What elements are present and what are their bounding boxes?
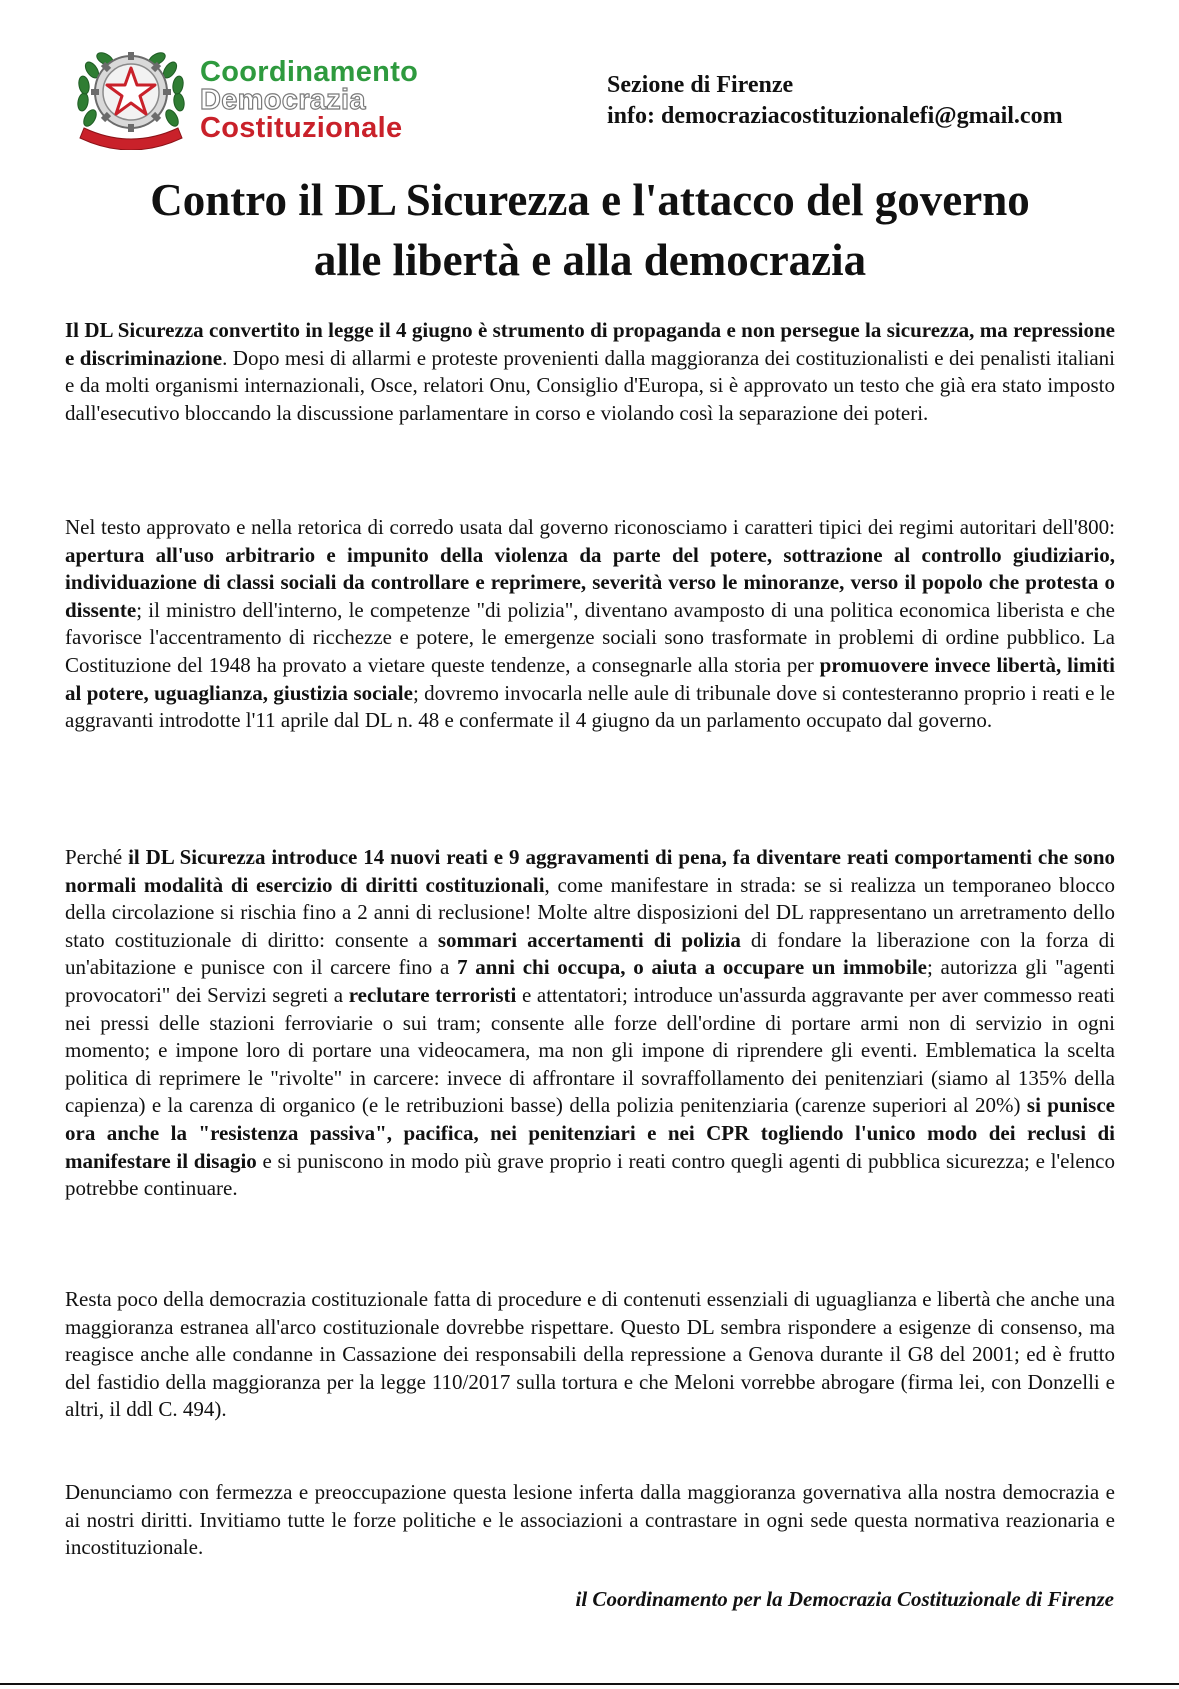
paragraph-text: ; autorizza gli "agenti provocatori" dei Servizi segreti a bbox=[65, 955, 1115, 1007]
paragraph-text: Nel testo approvato e nella retorica di corredo usata dal governo riconosciamo i caratteri tipici dei regimi autoritari dell'800: bbox=[65, 515, 1115, 539]
paragraph-1 bbox=[65, 317, 1115, 427]
contact-block bbox=[607, 70, 1063, 132]
emphasized-text: promuovere invece libertà, limiti al potere, uguaglianza, giustizia sociale bbox=[65, 652, 1115, 705]
paragraph-text: Resta poco della democrazia costituzionale fatta di procedure e di contenuti essenziali di uguaglianza e libertà che anche una maggioranza estranea all'arco costituzionale dovrebbe rispettare. Questo DL sembra rispondere a esigenze di consenso, ma reagisce anche alle condanne in Cassazione dei responsabili della repressione a Genova durante il G8 del 2001; ed è frutto del fastidio della maggioranza per la legge 110/2017 sulla tortura e che Meloni vorrebbe abrogare (firma lei, con Donzelli e altri, il ddl C. 494). bbox=[65, 1287, 1115, 1422]
paragraph-2 bbox=[65, 514, 1115, 735]
logo-wordmark bbox=[200, 58, 418, 142]
paragraph-text: Denunciamo con fermezza e preoccupazione questa lesione inferta dalla maggioranza governativa alla nostra democrazia e ai nostri diritti. Invitiamo tutte le forze politiche e le associazioni a contrastare in ogni sede questa normativa reazionaria e incostituzionale. bbox=[65, 1480, 1115, 1560]
logo-line-3: Costituzionale bbox=[200, 112, 403, 144]
paragraph-text: . Dopo mesi di allarmi e proteste provenienti dalla maggioranza dei costituzionalisti e dei penalisti italiani e da molti organismi internazionali, Osce, relatori Onu, Consiglio d'Europa, si è approvato un testo che già era stato imposto dall'esecutivo bloccando la discussione parlamentare in corso e violando così la separazione dei poteri. bbox=[65, 345, 1116, 425]
header bbox=[70, 40, 1110, 150]
bottom-divider bbox=[0, 1683, 1179, 1685]
paragraph-4 bbox=[65, 1286, 1115, 1424]
paragraph-text: , come manifestare in strada: se si realizza un temporaneo blocco della circolazione si rischia fino a 2 anni di reclusione! Molte altre disposizioni del DL rappresentano un arretramento dello stato costituzionale di diritto: consente a bbox=[65, 872, 1115, 952]
emphasized-text: apertura all'uso arbitrario e impunito della violenza da parte del potere, sottrazione al controllo giudiziario, individuazione di classi sociali da controllare e reprimere, severità verso le minoranze, verso il popolo che protesta o dissente bbox=[65, 542, 1115, 622]
organization-logo bbox=[70, 40, 540, 150]
paragraph-text: e si puniscono in modo più grave proprio i reati contro quegli agenti di pubblica sicurezza; e l'elenco potrebbe continuare. bbox=[65, 1148, 1115, 1201]
emphasized-text: Il DL Sicurezza convertito in legge il 4 giugno è strumento di propaganda e non persegue la sicurezza, ma repressione e discriminazione bbox=[65, 318, 1115, 370]
emphasized-text: 7 anni chi occupa, o aiuta a occupare un immobile bbox=[457, 955, 927, 980]
signature: il Coordinamento per la Democrazia Costituzionale di Firenze bbox=[575, 1587, 1114, 1611]
paragraph-3 bbox=[65, 844, 1115, 1203]
emphasized-text: il DL Sicurezza introduce 14 nuovi reati e 9 aggravamenti di pena, fa diventare reati comportamenti che sono normali modalità di esercizio di diritti costituzionali bbox=[65, 845, 1116, 897]
logo-line-1: Coordinamento bbox=[200, 56, 419, 88]
title-line-2: alle libertà e alla democrazia bbox=[313, 235, 867, 285]
section-name: Sezione di Firenze bbox=[607, 72, 794, 98]
paragraph-text: Perché bbox=[65, 845, 129, 869]
title-line-1: Contro il DL Sicurezza e l'attacco del governo bbox=[150, 175, 1030, 225]
emphasized-text: reclutare terroristi bbox=[348, 982, 517, 1007]
paragraph-text: ; dovremo invocarla nelle aule di tribunale dove si contesteranno proprio i reati e le aggravanti introdotte l'11 aprile dal DL n. 48 e confermate il 4 giugno da un parlamento occupato dal governo. bbox=[65, 680, 1115, 733]
contact-email: info: democraziacostituzionalefi@gmail.com bbox=[607, 103, 1063, 129]
logo-line-2: Democrazia bbox=[200, 84, 366, 116]
emphasized-text: sommari accertamenti di polizia bbox=[437, 927, 741, 952]
republic-emblem-icon bbox=[70, 40, 192, 150]
paragraph-5 bbox=[65, 1479, 1115, 1562]
page-title bbox=[40, 170, 1140, 290]
emphasized-text: si punisce ora anche la "resistenza passiva", pacifica, nei penitenziari e nei CPR togliendo l'unico modo dei reclusi di manifestare il disagio bbox=[65, 1093, 1115, 1173]
paragraph-text: e attentatori; introduce un'assurda aggravante per aver commesso reati nei pressi delle stazioni ferroviarie o sui tram; consente alle forze dell'ordine di portare armi non di servizio in ogni momento; e impone loro di portare una videocamera, ma non gli impone di riprendere gli eventi. Emblematica la scelta politica di reprimere le "rivolte" in carcere: invece di affrontare il sovraffollamento dei penitenziari (siamo al 135% della capienza) e la carenza di organico (e le retribuzioni basse) della polizia penitenziaria (carenze superiori al 20%) bbox=[65, 982, 1115, 1118]
paragraph-text: ; il ministro dell'interno, le competenze "di polizia", diventano avamposto di una politica economica liberista e che favorisce l'accentramento di ricchezze e potere, le emergenze sociali sono trasformate in problemi di ordine pubblico. La Costituzione del 1948 ha provato a vietare queste tendenze, a consegnarle alla storia per bbox=[65, 597, 1115, 677]
paragraph-text: di fondare la liberazione con la forza di un'abitazione e punisce con il carcere fino a bbox=[65, 927, 1115, 980]
